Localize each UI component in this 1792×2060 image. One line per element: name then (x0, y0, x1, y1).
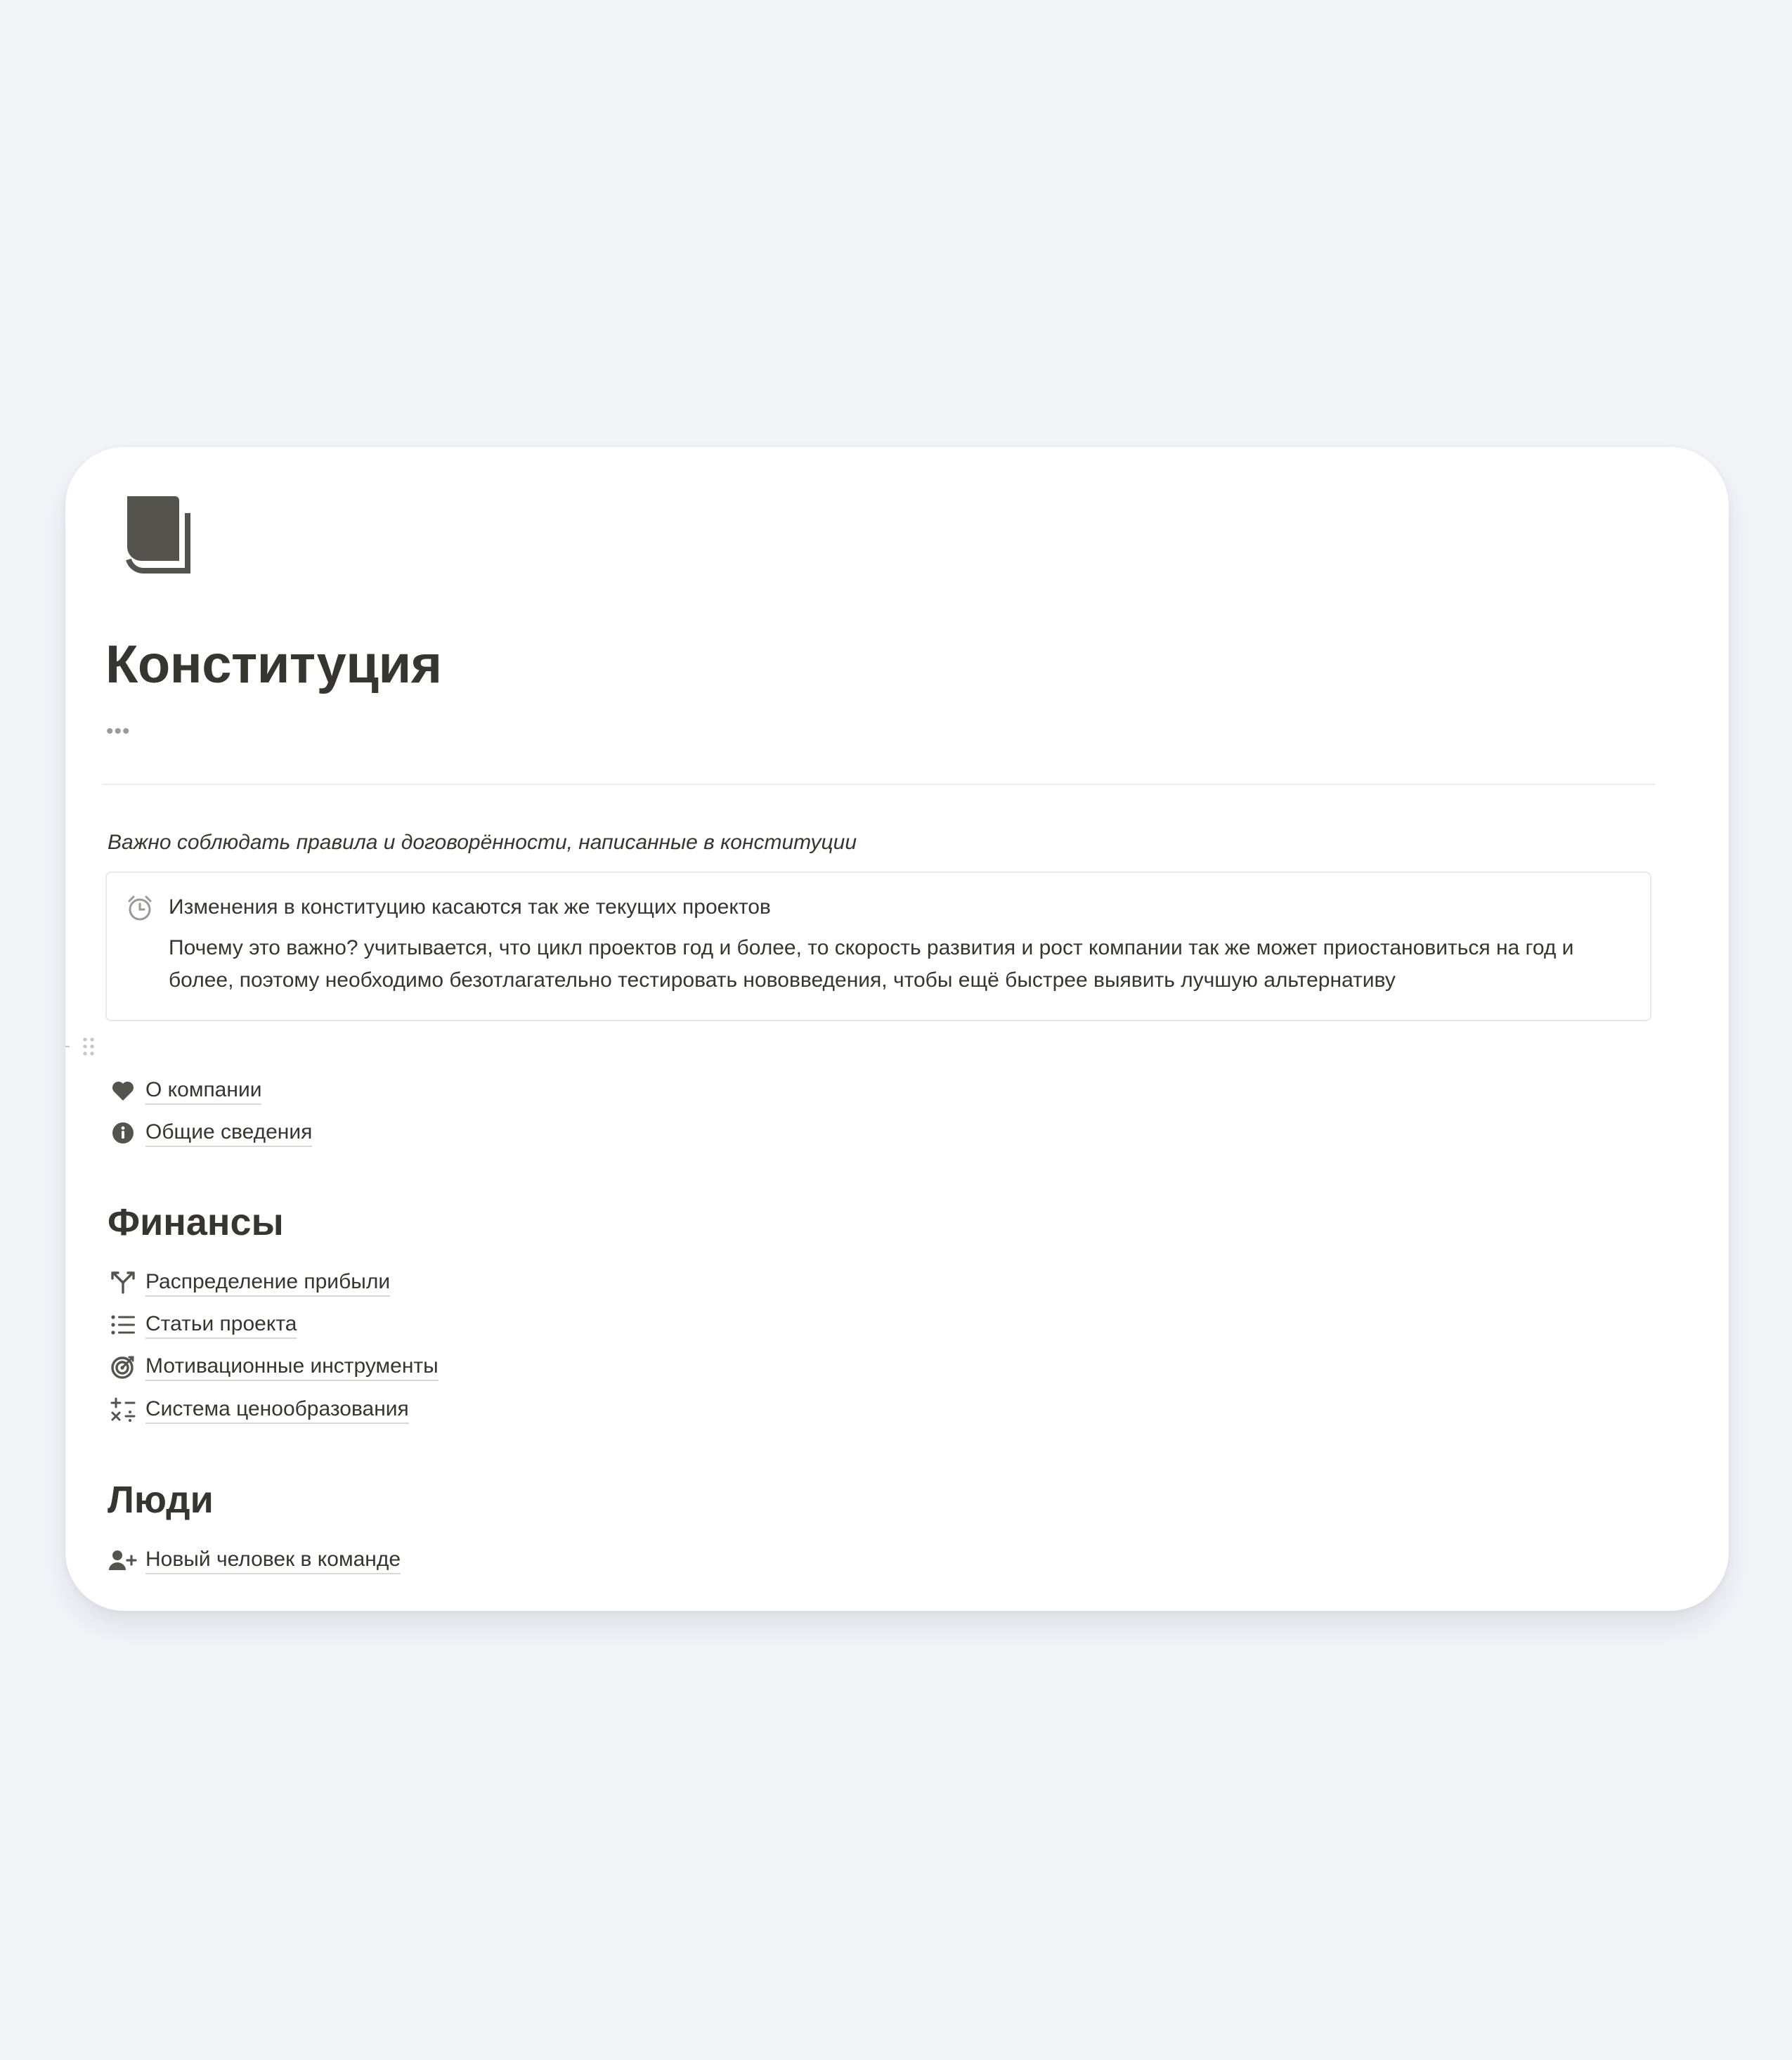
drag-handle[interactable] (65, 1036, 105, 1057)
link-label: О компании (145, 1077, 261, 1105)
add-user-icon (109, 1546, 137, 1574)
pages-icon[interactable] (122, 493, 206, 578)
link-pricing-system[interactable] (109, 1394, 409, 1425)
target-icon (109, 1353, 137, 1381)
info-icon (109, 1119, 137, 1147)
link-label: Новый человек в команде (145, 1546, 401, 1574)
page-card (65, 447, 1729, 1611)
link-project-items[interactable] (109, 1309, 297, 1340)
more-options-button[interactable]: ••• (106, 720, 131, 743)
link-profit-distribution[interactable] (109, 1267, 390, 1298)
calculator-icon (109, 1396, 137, 1424)
intro-text[interactable]: Важно соблюдать правила и договорённости, написанные в конституции (108, 831, 857, 854)
callout-heading: Изменения в конституцию касаются так же текущих проектов (169, 895, 771, 919)
page-title[interactable]: Конституция (105, 635, 442, 694)
section-heading-finance[interactable]: Финансы (108, 1201, 284, 1243)
link-about-company[interactable] (109, 1075, 261, 1106)
divider (102, 784, 1655, 785)
link-label: Система ценообразования (145, 1396, 409, 1424)
heart-icon (109, 1077, 137, 1105)
alarm-clock-icon[interactable] (126, 894, 154, 922)
callout-block[interactable] (105, 872, 1651, 1021)
link-label: Статьи проекта (145, 1311, 297, 1339)
link-general-info[interactable] (109, 1118, 312, 1148)
link-label: Общие сведения (145, 1119, 312, 1147)
link-label: Мотивационные инструменты (145, 1353, 439, 1381)
link-new-team-member[interactable] (109, 1545, 401, 1576)
callout-body: Почему это важно? учитывается, что цикл проектов год и более, то скорость развития и рост компании так же может приостановиться на год и более, поэтому необходимо безотлагательно тестировать нововведения, чтобы ещё быстрее выявить лучшую альтернативу (169, 936, 1574, 992)
link-motivation-tools[interactable] (109, 1352, 439, 1382)
merge-arrows-icon (109, 1269, 137, 1297)
resize-handle[interactable] (1705, 1587, 1729, 1611)
list-icon (109, 1311, 137, 1339)
section-heading-people[interactable]: Люди (108, 1479, 214, 1521)
link-label: Распределение прибыли (145, 1269, 390, 1297)
